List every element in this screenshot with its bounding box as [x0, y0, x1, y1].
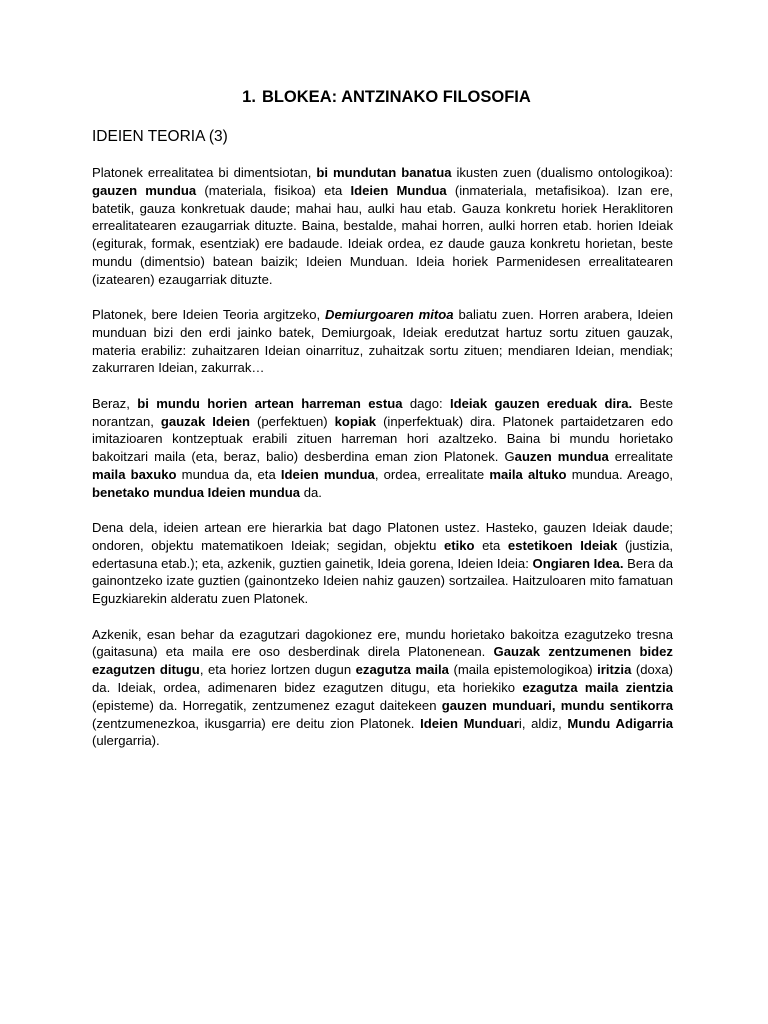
bold-italic-text [325, 307, 454, 322]
emphasis-text: Demiurgoaren mitoa [325, 307, 454, 323]
bold-text: Ideiak gauzen ereduak dira. [449, 395, 633, 411]
bold-text: Ideien Mundua [350, 182, 447, 198]
paragraph [92, 306, 673, 377]
section-subtitle: IDEIEN TEORIA (3) [92, 128, 228, 145]
text-run: Bera da gainontzeko izate guztien (gainontzeko Ideien nahiz gauzen) sortzailea. Haitzuloaren mito famatuan Eguzkiarekin alderatu zuen Platonek. [92, 555, 674, 607]
bold-text: Mundu Adigarria [567, 715, 673, 731]
bold-text: gauzak Ideien [160, 413, 251, 429]
text-run: Azkenik, esan behar da ezagutzari dagokionez ere, mundu horietako bakoitza ezagutzeko tresna (gaitasuna) eta maila ere oso desberdinak direla Platonenean. [92, 626, 673, 660]
bold-text: ezagutza maila zientzia [522, 679, 673, 695]
text-run: , eta horiez lortzen dugun [199, 662, 356, 678]
body-text [92, 164, 673, 750]
text-run: Platonek errealitatea bi dimentsiotan, [92, 165, 317, 180]
text-run: (materiala, fisikoa) eta [196, 182, 351, 198]
paragraph [92, 164, 673, 289]
bold-text: etiko [443, 537, 475, 553]
bold-text: maila baxuko [92, 466, 177, 482]
text-run: (episteme) da. Horregatik, zentzumenez ezagut daitekeen [92, 697, 442, 713]
paragraph [92, 519, 673, 608]
bold-text: estetikoen Ideiak [507, 537, 618, 553]
bold-text: iritzia [597, 662, 632, 678]
bold-text: auzen mundua [514, 449, 609, 465]
text-run: , ordea, errealitate [374, 466, 490, 482]
bold-text: Ongiaren Idea. [532, 555, 624, 571]
text-run: baliatu zuen. Horren arabera, Ideien munduan bizi den erdi jainko batek, Demiurgoak, Ideiak eredutzat hartuz sortu zituen gauzak, materia erabiliz: zuhaitzaren Ideian oinarrituz, zuhaitzak sortu zituen; mendiaren Ideian, mendiak; zakurraren Ideian, zakurrak… [92, 307, 674, 376]
text-run: (justizia, edertasuna etab.); eta, azkenik, guztien gainetik, Ideia gorena, Ideien Ideia: [92, 537, 673, 571]
text-run: i, aldiz, [518, 715, 568, 731]
bold-text: ezagutza maila [355, 662, 449, 678]
bold-text: Gauzak zentzumenen bidez ezagutzen ditugu [92, 644, 673, 678]
document-heading [92, 86, 673, 108]
paragraph [92, 626, 673, 751]
text-run: Beste norantzan, [92, 395, 674, 429]
text-run: (maila epistemologikoa) [448, 662, 598, 678]
heading-text: BLOKEA: ANTZINAKO FILOSOFIA [261, 88, 531, 106]
text-run: Beraz, [92, 395, 138, 411]
bold-text: gauzen munduari, mundu sentikorra [441, 697, 673, 713]
text-run: Dena dela, ideien artean ere hierarkia bat dago Platonen ustez. Hasteko, gauzen Ideiak daude; ondoren, objektu matematikoen Ideiak; segidan, objektu [92, 520, 673, 553]
bold-text: bi mundutan banatua [316, 165, 452, 180]
text-run: errealitate [608, 449, 673, 465]
text-run: (inmateriala, metafisikoa). Izan ere, batetik, gauza konkretuak daude; mahai hau, aulki hau etab. Gauza konkretu horiek Heraklitoren errealitatearen ezaugarriak dituzte. Baina, bestalde, mahai horren, aulki horren etab. horien Ideiak (egiturak, formak, esentziak) ere badaude. Ideiak ordea, ez daude gauza konkretu horietan, beste mundu (dimentsio) batean baizik; Ideien Munduan. Ideia horiek Parmenidesen errealitatearen (izatearen) ezaugarriak dituzte. [92, 182, 673, 287]
bold-text: bi mundu horien artean harreman estua [137, 395, 403, 411]
text-run: da. [300, 484, 322, 500]
text-run: (perfektuen) [250, 413, 335, 429]
text-run: ikusten zuen (dualismo ontologikoa): [451, 165, 673, 180]
document-page [92, 86, 673, 768]
text-run: dago: [402, 395, 450, 411]
bold-text: kopiak [334, 413, 377, 429]
bold-text: Ideien mundua [280, 466, 375, 482]
text-run: eta [474, 537, 508, 553]
text-run: (inperfektuak) dira. Platonek partaidetzaren edo imitazioaren kontzeptuak erabili zituen harreman hori azaltzeko. Baina bi mundu horietako bakoitzari maila (eta, beraz, balio) desberdina eman zion Platonek. G [92, 413, 673, 465]
bold-text: Ideien Munduar [420, 715, 519, 731]
bold-text: gauzen mundua [92, 182, 197, 198]
text-run: (zentzumenezkoa, ikusgarria) ere deitu zion Platonek. [92, 715, 421, 731]
paragraph [92, 395, 673, 502]
text-run: Platonek, bere Ideien Teoria argitzeko, [92, 307, 326, 323]
text-run: (doxa) da. Ideiak, ordea, adimenaren bidez ezagutzen ditugu, eta horiekiko [92, 662, 673, 695]
heading-number: 1. [242, 88, 256, 106]
text-run: (ulergarria). [92, 733, 160, 749]
bold-text: maila altuko [489, 466, 567, 482]
text-run: mundua. Areago, [566, 466, 673, 482]
text-run: mundua da, eta [176, 466, 281, 482]
bold-text: benetako mundua Ideien mundua [92, 484, 301, 500]
